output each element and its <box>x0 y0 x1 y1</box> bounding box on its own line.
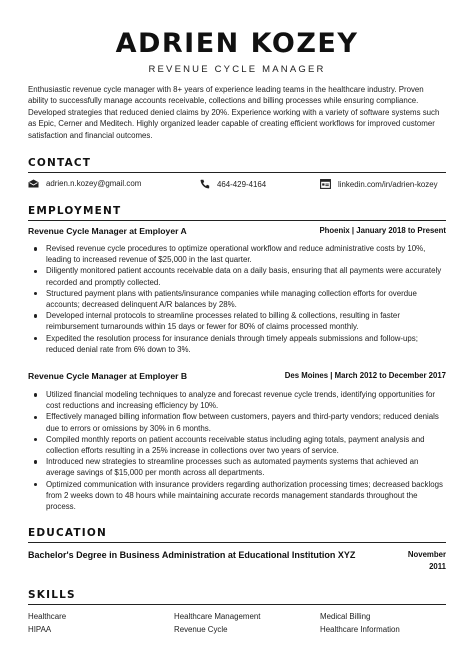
list-item: Effectively managed billing information flow between customers, payers and third-party vendors; reduced denials due to errors or omissions by 30% in 6 months. <box>28 411 446 433</box>
job-header <box>28 371 446 383</box>
phone-icon <box>200 179 210 189</box>
list-item: Optimized communication with insurance providers regarding authorization processing times; decreased backlogs from 2 weeks down to 48 hours while maintaining accurate records management standards throughout the process. <box>28 479 446 513</box>
job-bullet-list <box>28 243 446 355</box>
skills-divider <box>28 604 446 605</box>
education-month: November <box>407 550 446 559</box>
contact-email <box>28 179 141 188</box>
skill-item: HIPAA <box>28 625 52 634</box>
job-title: Revenue Cycle Manager at Employer A <box>28 226 187 236</box>
contact-row <box>28 179 446 193</box>
employment-section-title: EMPLOYMENT <box>28 205 122 217</box>
education-year: 2011 <box>429 561 446 571</box>
education-section-title: EDUCATION <box>28 527 108 539</box>
list-item: Compiled monthly reports on patient accounts receivable status including aging totals, payment analysis and collection efforts resulting in a 25% increase in collections over two years of service. <box>28 434 446 456</box>
job-title: Revenue Cycle Manager at Employer B <box>28 371 188 381</box>
education-date <box>386 549 446 572</box>
linkedin-text[interactable]: linkedin.com/in/adrien-kozey <box>338 179 438 189</box>
job-location-dates: Des Moines | March 2012 to December 2017 <box>284 371 446 380</box>
skill-item: Healthcare Management <box>174 612 261 621</box>
contact-divider <box>28 172 446 173</box>
skill-item: Revenue Cycle <box>174 625 228 634</box>
list-item: Expedited the resolution process for insurance denials through timely appeals submissions and follow-ups; reduced denial rate from 6% down to 3%. <box>28 333 446 355</box>
skill-item: Healthcare Information <box>320 625 400 634</box>
employment-divider <box>28 220 446 221</box>
summary-paragraph: Enthusiastic revenue cycle manager with 8+ years of experience leading teams in the healthcare industry. Proven ability to successfully manage accounts receivable, collections and billing processes while ensuring compliance. Developed strategies that reduced denied claims by 20%. Experience working with a variety of software systems such as Epic, Cerner and Meditech. Highly organized leader capable of creating efficient workflows for improved customer satisfaction and financial outcomes. <box>28 85 440 140</box>
education-divider <box>28 542 446 543</box>
list-item: Revised revenue cycle procedures to optimize operational workflow and reduce administrative costs by 10%, leading to increased revenue of $25,000 in the last quarter. <box>28 243 446 265</box>
list-item: Diligently monitored patient accounts receivable data on a daily basis, ensuring that all payments were accurately recorded and promptly collected. <box>28 265 446 287</box>
phone-text[interactable]: 464-429-4164 <box>217 179 267 189</box>
envelope-icon <box>28 179 39 188</box>
contact-section-title: CONTACT <box>28 157 92 169</box>
email-text[interactable]: adrien.n.kozey@gmail.com <box>46 179 142 188</box>
candidate-name: ADRIEN KOZEY <box>115 28 359 59</box>
list-item: Developed internal protocols to streamline processes related to billing & collections, resulting in faster reimbursement turnarounds within 15 days or fewer for 80% of claims processed monthly. <box>28 310 446 332</box>
linkedin-card-icon <box>320 179 331 189</box>
contact-linkedin <box>320 179 438 189</box>
skill-item: Medical Billing <box>320 612 371 621</box>
candidate-role: REVENUE CYCLE MANAGER <box>148 64 326 75</box>
job-location-dates: Phoenix | January 2018 to Present <box>319 226 446 235</box>
skill-item: Healthcare <box>28 612 67 621</box>
contact-phone <box>200 179 266 189</box>
skills-section-title: SKILLS <box>28 589 76 601</box>
list-item: Utilized financial modeling techniques to analyze and forecast revenue cycle trends, identifying opportunities for cost reductions and increasing efficiency by 10%. <box>28 389 446 411</box>
job-header <box>28 226 446 238</box>
job-bullet-list <box>28 389 446 512</box>
list-item: Structured payment plans with patients/insurance companies while managing collection efforts for overdue accounts; decreased delinquent A/R balances by 28%. <box>28 288 446 310</box>
list-item: Introduced new strategies to streamline processes such as automated payments systems that achieved an average savings of $15,000 per month across all departments. <box>28 456 446 478</box>
degree-title: Bachelor's Degree in Business Administration at Educational Institution XYZ <box>28 550 356 560</box>
